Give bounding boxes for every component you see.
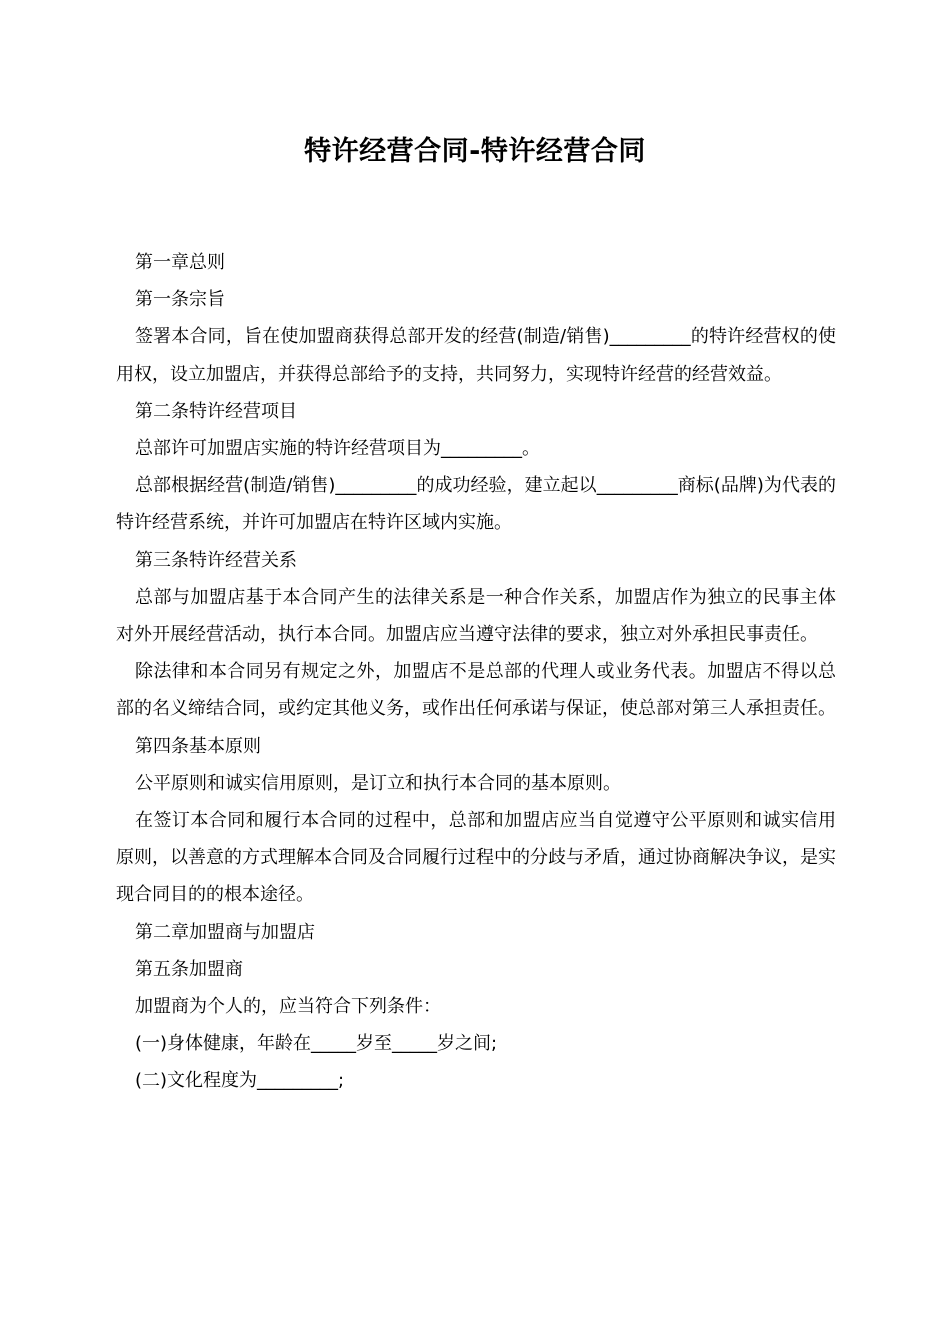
list-item: (一)身体健康，年龄在_____岁至_____岁之间; [135,1033,498,1055]
paragraph: 公平原则和诚实信用原则，是订立和执行本合同的基本原则。 [135,772,621,794]
paragraph: 签署本合同，旨在使加盟商获得总部开发的经营(制造/销售)_________的特许经营权的使用权，设立加盟店，并获得总部给予的支持，共同努力，实现特许经营的经营效益。 [116,326,836,385]
article-heading: 第二条特许经营项目 [135,400,297,422]
article-heading: 第四条基本原则 [135,735,261,757]
document-body [116,244,836,1100]
article-heading: 第五条加盟商 [135,958,243,980]
paragraph: 加盟商为个人的，应当符合下列条件： [135,996,441,1018]
article-heading: 第一条宗旨 [135,289,225,311]
paragraph: 总部许可加盟店实施的特许经营项目为_________。 [135,438,540,460]
paragraph: 总部根据经营(制造/销售)_________的成功经验，建立起以_________商标(品牌)为代表的特许经营系统，并许可加盟店在特许区域内实施。 [116,475,836,534]
paragraph: 总部与加盟店基于本合同产生的法律关系是一种合作关系，加盟店作为独立的民事主体对外开展经营活动，执行本合同。加盟店应当遵守法律的要求，独立对外承担民事责任。 [116,586,836,646]
chapter-heading: 第一章总则 [135,252,225,273]
paragraph: 除法律和本合同另有规定之外，加盟店不是总部的代理人或业务代表。加盟店不得以总部的名义缔结合同，或约定其他义务，或作出任何承诺与保证，使总部对第三人承担责任。 [116,661,836,720]
document-title: 特许经营合同-特许经营合同 [304,136,646,167]
paragraph: 在签订本合同和履行本合同的过程中，总部和加盟店应当自觉遵守公平原则和诚实信用原则，以善意的方式理解本合同及合同履行过程中的分歧与矛盾，通过协商解决争议，是实现合同目的的根本途径。 [116,810,836,906]
article-heading: 第三条特许经营关系 [135,549,297,571]
list-item: (二)文化程度为_________; [135,1070,345,1092]
chapter-heading: 第二章加盟商与加盟店 [135,921,315,943]
